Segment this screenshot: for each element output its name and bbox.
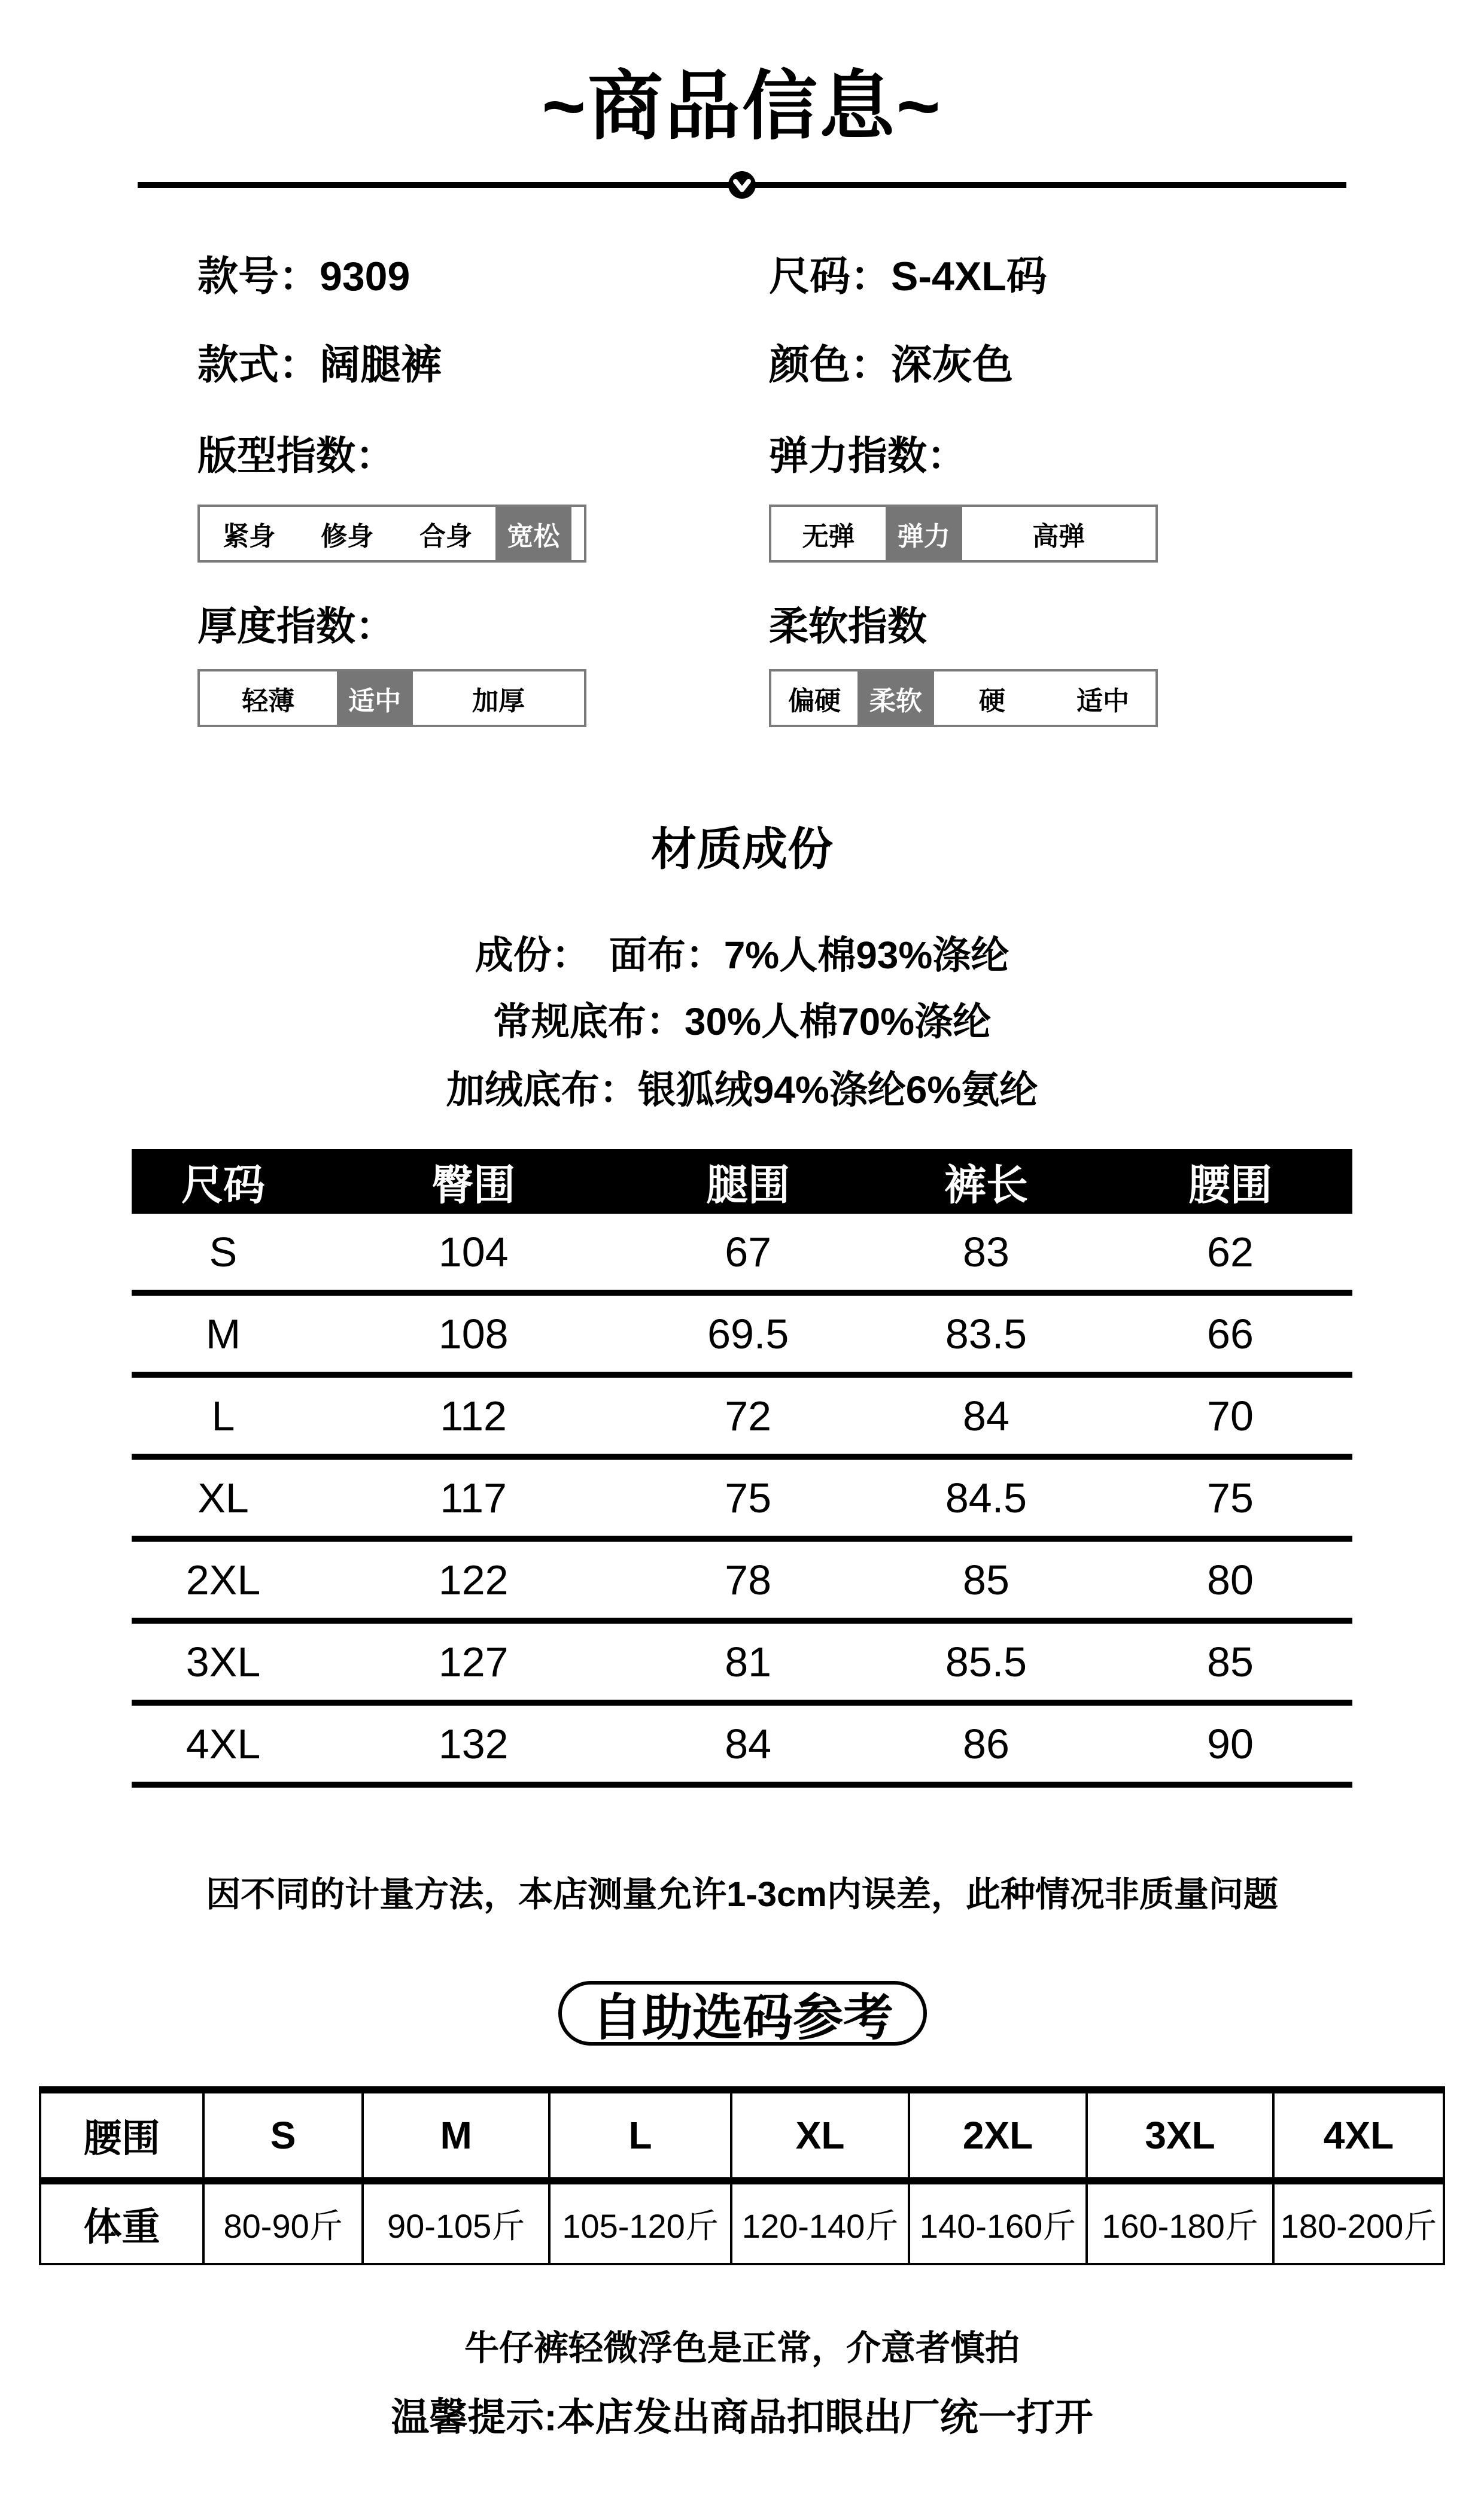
size-table-header-cell: 腿围 [706, 1161, 790, 1208]
table-separator [132, 1454, 1352, 1460]
index-option: 无弹 [771, 507, 886, 560]
size-table-cell: 132 [438, 1720, 509, 1767]
footer-note-color: 牛仔裤轻微浮色是正常，介意者慎拍 [464, 2329, 1020, 2368]
index-option: 硬 [934, 671, 1051, 725]
table-row [132, 1378, 1352, 1454]
index-option: 高弹 [962, 507, 1155, 560]
index-option-active: 适中 [337, 671, 413, 725]
weight-table-row-label: 腰围 [41, 2093, 202, 2184]
size-table-header-cell: 尺码 [181, 1161, 265, 1208]
table-separator [132, 1618, 1352, 1624]
weight-table-size-cell: M [361, 2093, 548, 2184]
size-table-header-cell: 腰围 [1188, 1161, 1272, 1208]
size-table-cell: 117 [440, 1474, 507, 1521]
size-table-cell: 85.5 [945, 1638, 1027, 1685]
index-option-active: 弹力 [886, 507, 962, 560]
size-table-cell: 85 [1207, 1638, 1254, 1685]
weight-table-weight-cell: 105-120斤 [548, 2184, 730, 2263]
weight-table-header-row [41, 2093, 1443, 2184]
size-table-cell: 69.5 [707, 1310, 789, 1357]
index-option: 紧身 [200, 507, 298, 560]
stretch-index-box [769, 505, 1158, 563]
size-table-cell: 104 [438, 1228, 509, 1275]
info-value: S-4XL码 [891, 254, 1047, 299]
size-table-cell: 66 [1207, 1310, 1254, 1357]
size-table-cell: 4XL [186, 1720, 261, 1767]
table-row [132, 1624, 1352, 1700]
size-table-cell: 122 [438, 1556, 509, 1603]
size-table-header-cell: 臀围 [431, 1161, 516, 1208]
info-style-number [197, 244, 410, 302]
weight-table-row-label: 体重 [83, 2205, 160, 2248]
weight-table-weight-cell: 140-160斤 [908, 2184, 1085, 2263]
material-section-title: 材质成份 [651, 824, 833, 875]
size-table-cell: 81 [725, 1638, 772, 1685]
info-value: 深灰色 [891, 342, 1014, 388]
info-value: 阔腿裤 [320, 342, 442, 388]
size-table-header-cell: 裤长 [944, 1161, 1028, 1208]
index-option: 适中 [1050, 671, 1155, 725]
size-table-header [132, 1149, 1352, 1214]
weight-table-weight-cell: 120-140斤 [730, 2184, 908, 2263]
material-line: 常规底布：30%人棉70%涤纶 [492, 1000, 992, 1043]
table-row [132, 1460, 1352, 1536]
size-table-body [132, 1214, 1352, 1788]
size-table-cell: 108 [438, 1310, 509, 1357]
size-table-cell: XL [197, 1474, 249, 1521]
material-line: 成份： 面布：7%人棉93%涤纶 [475, 934, 1009, 977]
index-option-active: 柔软 [857, 671, 933, 725]
size-table-cell: 72 [725, 1392, 772, 1439]
weight-table-size-cell: 4XL [1272, 2093, 1443, 2184]
fit-index-title: 版型指数： [197, 433, 395, 478]
size-table-cell: 83 [963, 1228, 1009, 1275]
size-table-cell: L [211, 1392, 235, 1439]
size-table-cell: 67 [725, 1228, 772, 1275]
measurement-note: 因不同的计量方法，本店测量允许1-3cm内误差，此种情况非质量问题 [206, 1875, 1278, 1914]
info-label: 颜色： [769, 342, 892, 388]
table-row [132, 1706, 1352, 1782]
material-line: 加绒底布：银狐绒94%涤纶6%氨纶 [446, 1068, 1038, 1111]
thickness-index-box [197, 669, 586, 727]
size-table-cell: 70 [1207, 1392, 1254, 1439]
page-title: ~商品信息~ [542, 64, 942, 148]
size-measurement-table [132, 1149, 1352, 1788]
stretch-index-title: 弹力指数： [769, 433, 966, 478]
table-separator [132, 1700, 1352, 1706]
size-table-cell: 84.5 [945, 1474, 1027, 1521]
size-table-cell: 84 [725, 1720, 772, 1767]
table-row [132, 1542, 1352, 1618]
info-style-type [197, 333, 442, 391]
weight-reference-table [39, 2086, 1445, 2265]
info-value: 9309 [320, 254, 410, 299]
size-table-cell: 2XL [186, 1556, 261, 1603]
table-separator [132, 1536, 1352, 1542]
index-option: 轻薄 [200, 671, 337, 725]
weight-table-size-cell: S [202, 2093, 361, 2184]
size-table-cell: 75 [1207, 1474, 1254, 1521]
softness-index-title: 柔软指数 [769, 604, 927, 648]
size-table-cell: 90 [1207, 1720, 1254, 1767]
fit-index-box [197, 505, 586, 563]
weight-table-weight-cell: 160-180斤 [1085, 2184, 1272, 2263]
size-table-cell: M [205, 1310, 241, 1357]
info-size-range [769, 244, 1047, 302]
index-option: 偏硬 [771, 671, 857, 725]
weight-table-body-row [41, 2184, 1443, 2263]
table-row [132, 1296, 1352, 1372]
weight-table-size-cell: 3XL [1085, 2093, 1272, 2184]
table-separator [132, 1372, 1352, 1378]
size-table-cell: 78 [725, 1556, 772, 1603]
softness-index-box [769, 669, 1158, 727]
size-table-cell: 3XL [186, 1638, 261, 1685]
index-option-active: 宽松 [495, 507, 572, 560]
size-table-cell: 86 [963, 1720, 1009, 1767]
info-label: 款式： [197, 342, 320, 388]
size-table-cell: S [209, 1228, 238, 1275]
index-option: 修身 [298, 507, 396, 560]
info-color [769, 333, 1013, 391]
weight-table-size-cell: XL [730, 2093, 908, 2184]
chevron-down-circle-icon [728, 171, 756, 199]
size-table-cell: 62 [1207, 1228, 1254, 1275]
size-guide-badge: 自助选码参考 [558, 1981, 927, 2046]
size-table-cell: 75 [725, 1474, 772, 1521]
size-table-cell: 83.5 [945, 1310, 1027, 1357]
size-table-cell: 112 [440, 1392, 507, 1439]
weight-table-weight-cell: 180-200斤 [1272, 2184, 1443, 2263]
index-option: 合身 [396, 507, 495, 560]
weight-table-weight-cell: 80-90斤 [202, 2184, 361, 2263]
size-table-cell: 84 [963, 1392, 1009, 1439]
weight-table-size-cell: L [548, 2093, 730, 2184]
table-separator [132, 1782, 1352, 1788]
size-table-cell: 80 [1207, 1556, 1254, 1603]
size-table-cell: 85 [963, 1556, 1009, 1603]
footer-note-tip: 温馨提示:本店发出商品扣眼出厂统一打开 [391, 2396, 1093, 2439]
info-label: 款号： [197, 254, 320, 299]
thickness-index-title: 厚度指数： [197, 604, 395, 648]
index-option: 加厚 [413, 671, 584, 725]
table-row [132, 1214, 1352, 1290]
weight-table-weight-cell: 90-105斤 [361, 2184, 548, 2263]
weight-table-size-cell: 2XL [908, 2093, 1085, 2184]
size-table-cell: 127 [438, 1638, 509, 1685]
table-separator [132, 1290, 1352, 1296]
info-label: 尺码： [769, 254, 892, 299]
